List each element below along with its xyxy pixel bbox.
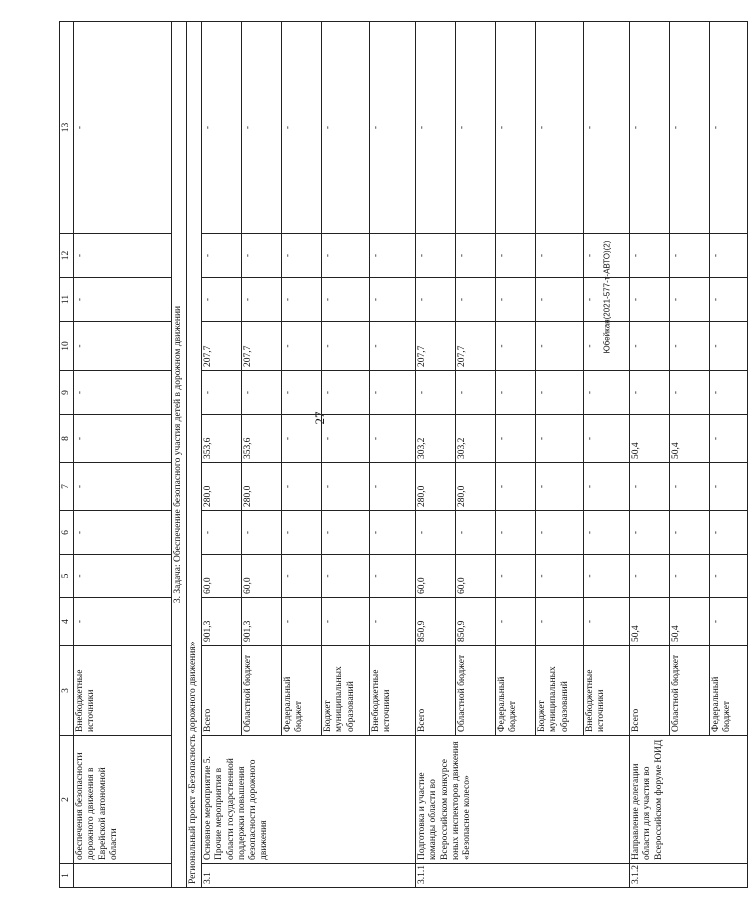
value-cell: - [670,463,710,511]
value-cell: - [282,322,322,371]
value-cell: 60,0 [456,555,496,598]
measure-name-cell: обеспечения безопасности дорожного движения в Еврейской автономной области [74,736,172,864]
table-row [416,22,456,888]
value-cell: - [584,22,630,234]
value-cell: - [416,371,456,415]
table-row [202,22,242,888]
value-cell: - [74,278,172,322]
value-cell: - [282,415,322,463]
source-cell: Внебюджетные источники [584,646,630,736]
value-cell: - [74,463,172,511]
table-body [74,22,748,888]
value-cell: - [282,463,322,511]
value-cell: - [322,22,370,234]
value-cell: - [370,415,416,463]
value-cell: - [322,234,370,278]
value-cell: - [630,371,670,415]
column-header: 7 [60,463,74,511]
value-cell: - [282,234,322,278]
measure-name-cell: Подготовка и участие команды области во Всероссийском конкурсе юных инспекторов движения «Безопасное колесо» [416,736,630,864]
task-title-row [172,22,187,888]
code-cell: 3.1.1 [416,864,630,888]
value-cell: - [536,22,584,234]
value-cell: - [536,555,584,598]
value-cell: 303,2 [416,415,456,463]
value-cell: 207,7 [456,322,496,371]
task-title: 3. Задача: Обеспечение безопасного участия детей в дорожном движении [172,22,187,888]
page-number: 27 [312,411,327,425]
value-cell: - [74,371,172,415]
value-cell: - [456,234,496,278]
value-cell: - [74,322,172,371]
value-cell: - [584,234,630,278]
project-title: Региональный проект «Безопасность дорожного движения» [187,22,202,888]
value-cell: 60,0 [242,555,282,598]
value-cell: - [710,278,748,322]
document-id: Юбейкан(2021-577-т-АВТО)(2) [602,240,612,354]
value-cell: 901,3 [202,598,242,646]
value-cell: - [74,555,172,598]
value-cell: - [282,278,322,322]
value-cell: - [584,415,630,463]
value-cell: - [496,463,536,511]
value-cell: - [584,463,630,511]
value-cell: - [496,598,536,646]
value-cell: - [584,511,630,555]
source-cell: Областной бюджет [670,646,710,736]
column-header: 9 [60,371,74,415]
value-cell: - [670,511,710,555]
value-cell: - [630,463,670,511]
value-cell: - [370,322,416,371]
value-cell: 280,0 [416,463,456,511]
source-cell: Всего [202,646,242,736]
value-cell: - [282,22,322,234]
column-header: 12 [60,234,74,278]
code-cell: 3.1 [202,864,416,888]
value-cell: - [282,598,322,646]
value-cell: - [496,511,536,555]
value-cell: 207,7 [202,322,242,371]
value-cell: 50,4 [630,415,670,463]
project-title-row [187,22,202,888]
value-cell: - [282,555,322,598]
value-cell: - [630,322,670,371]
value-cell: - [710,511,748,555]
value-cell: - [710,22,748,234]
value-cell: - [670,371,710,415]
value-cell: - [584,322,630,371]
source-cell: Федеральный бюджет [710,646,748,736]
value-cell: - [456,371,496,415]
value-cell: - [536,234,584,278]
value-cell: - [242,22,282,234]
value-cell: - [710,463,748,511]
value-cell: 353,6 [202,415,242,463]
value-cell: - [242,511,282,555]
value-cell: 207,7 [416,322,456,371]
value-cell: - [536,511,584,555]
column-number-row [60,22,74,888]
source-cell: Внебюджетные источники [74,646,172,736]
value-cell: - [584,278,630,322]
column-header: 13 [60,22,74,234]
value-cell: - [670,322,710,371]
value-cell: - [710,415,748,463]
value-cell: 280,0 [456,463,496,511]
value-cell: - [370,278,416,322]
value-cell: 353,6 [242,415,282,463]
value-cell: - [630,555,670,598]
value-cell: - [710,371,748,415]
value-cell: 850,9 [416,598,456,646]
value-cell: - [416,22,456,234]
value-cell: 850,9 [456,598,496,646]
value-cell: - [496,234,536,278]
value-cell: - [670,555,710,598]
value-cell: - [322,278,370,322]
value-cell: - [322,415,370,463]
value-cell: - [536,415,584,463]
measure-name-cell: Основное мероприятие 5. Прочие мероприятия в области государственной поддержки повышения безопасности дорожного движения [202,736,416,864]
value-cell: - [536,322,584,371]
code-cell: 3.1.2 [630,864,748,888]
source-cell: Всего [630,646,670,736]
source-cell: Областной бюджет [456,646,496,736]
value-cell: - [584,598,630,646]
value-cell: - [670,234,710,278]
value-cell: - [710,234,748,278]
table-row [630,22,670,888]
column-header: 3 [60,646,74,736]
value-cell: - [670,22,710,234]
column-header: 4 [60,598,74,646]
value-cell: 50,4 [670,415,710,463]
value-cell: 280,0 [242,463,282,511]
value-cell: - [496,22,536,234]
budget-table [59,21,748,888]
column-header: 6 [60,511,74,555]
value-cell: 207,7 [242,322,282,371]
value-cell: 50,4 [630,598,670,646]
value-cell: - [370,463,416,511]
value-cell: - [242,278,282,322]
value-cell: - [630,234,670,278]
value-cell: - [74,598,172,646]
value-cell: - [630,511,670,555]
value-cell: - [74,234,172,278]
value-cell: 60,0 [416,555,456,598]
value-cell: - [630,22,670,234]
value-cell: - [456,22,496,234]
source-cell: Бюджет муниципальных образований [322,646,370,736]
value-cell: - [322,371,370,415]
value-cell: - [370,22,416,234]
value-cell: - [496,322,536,371]
value-cell: - [202,278,242,322]
column-header: 5 [60,555,74,598]
value-cell: - [670,278,710,322]
source-cell: Федеральный бюджет [496,646,536,736]
value-cell: - [282,371,322,415]
value-cell: - [74,415,172,463]
value-cell: - [456,278,496,322]
value-cell: - [322,463,370,511]
value-cell: - [496,371,536,415]
value-cell: - [710,555,748,598]
value-cell: - [322,511,370,555]
value-cell: 280,0 [202,463,242,511]
value-cell: - [370,511,416,555]
value-cell: - [496,555,536,598]
source-cell: Всего [416,646,456,736]
code-cell [74,864,172,888]
value-cell: - [202,22,242,234]
value-cell: 901,3 [242,598,282,646]
table-row [74,22,172,888]
value-cell: - [322,555,370,598]
value-cell: - [536,463,584,511]
value-cell: - [456,511,496,555]
value-cell: - [710,322,748,371]
value-cell: - [74,511,172,555]
value-cell: - [496,415,536,463]
value-cell: - [202,511,242,555]
column-header: 10 [60,322,74,371]
value-cell: - [416,234,456,278]
source-cell: Федеральный бюджет [282,646,322,736]
value-cell: - [370,371,416,415]
column-header: 1 [60,864,74,888]
value-cell: - [630,278,670,322]
source-cell: Областной бюджет [242,646,282,736]
value-cell: - [536,371,584,415]
column-header: 11 [60,278,74,322]
value-cell: - [242,234,282,278]
value-cell: - [74,22,172,234]
value-cell: - [584,555,630,598]
value-cell: - [202,371,242,415]
value-cell: 303,2 [456,415,496,463]
value-cell: - [242,371,282,415]
value-cell: 50,4 [670,598,710,646]
measure-name-cell: Направление делегации области для участия во Всероссийском форуме ЮИД [630,736,748,864]
value-cell: - [282,511,322,555]
source-cell: Внебюджетные источники [370,646,416,736]
value-cell: - [370,555,416,598]
value-cell: - [202,234,242,278]
value-cell: - [370,234,416,278]
value-cell: - [322,598,370,646]
value-cell: - [536,598,584,646]
column-header: 2 [60,736,74,864]
value-cell: - [370,598,416,646]
value-cell: - [710,598,748,646]
value-cell: - [322,322,370,371]
source-cell: Бюджет муниципальных образований [536,646,584,736]
value-cell: - [536,278,584,322]
value-cell: - [496,278,536,322]
value-cell: 60,0 [202,555,242,598]
value-cell: - [584,371,630,415]
column-header: 8 [60,415,74,463]
value-cell: - [416,511,456,555]
value-cell: - [416,278,456,322]
